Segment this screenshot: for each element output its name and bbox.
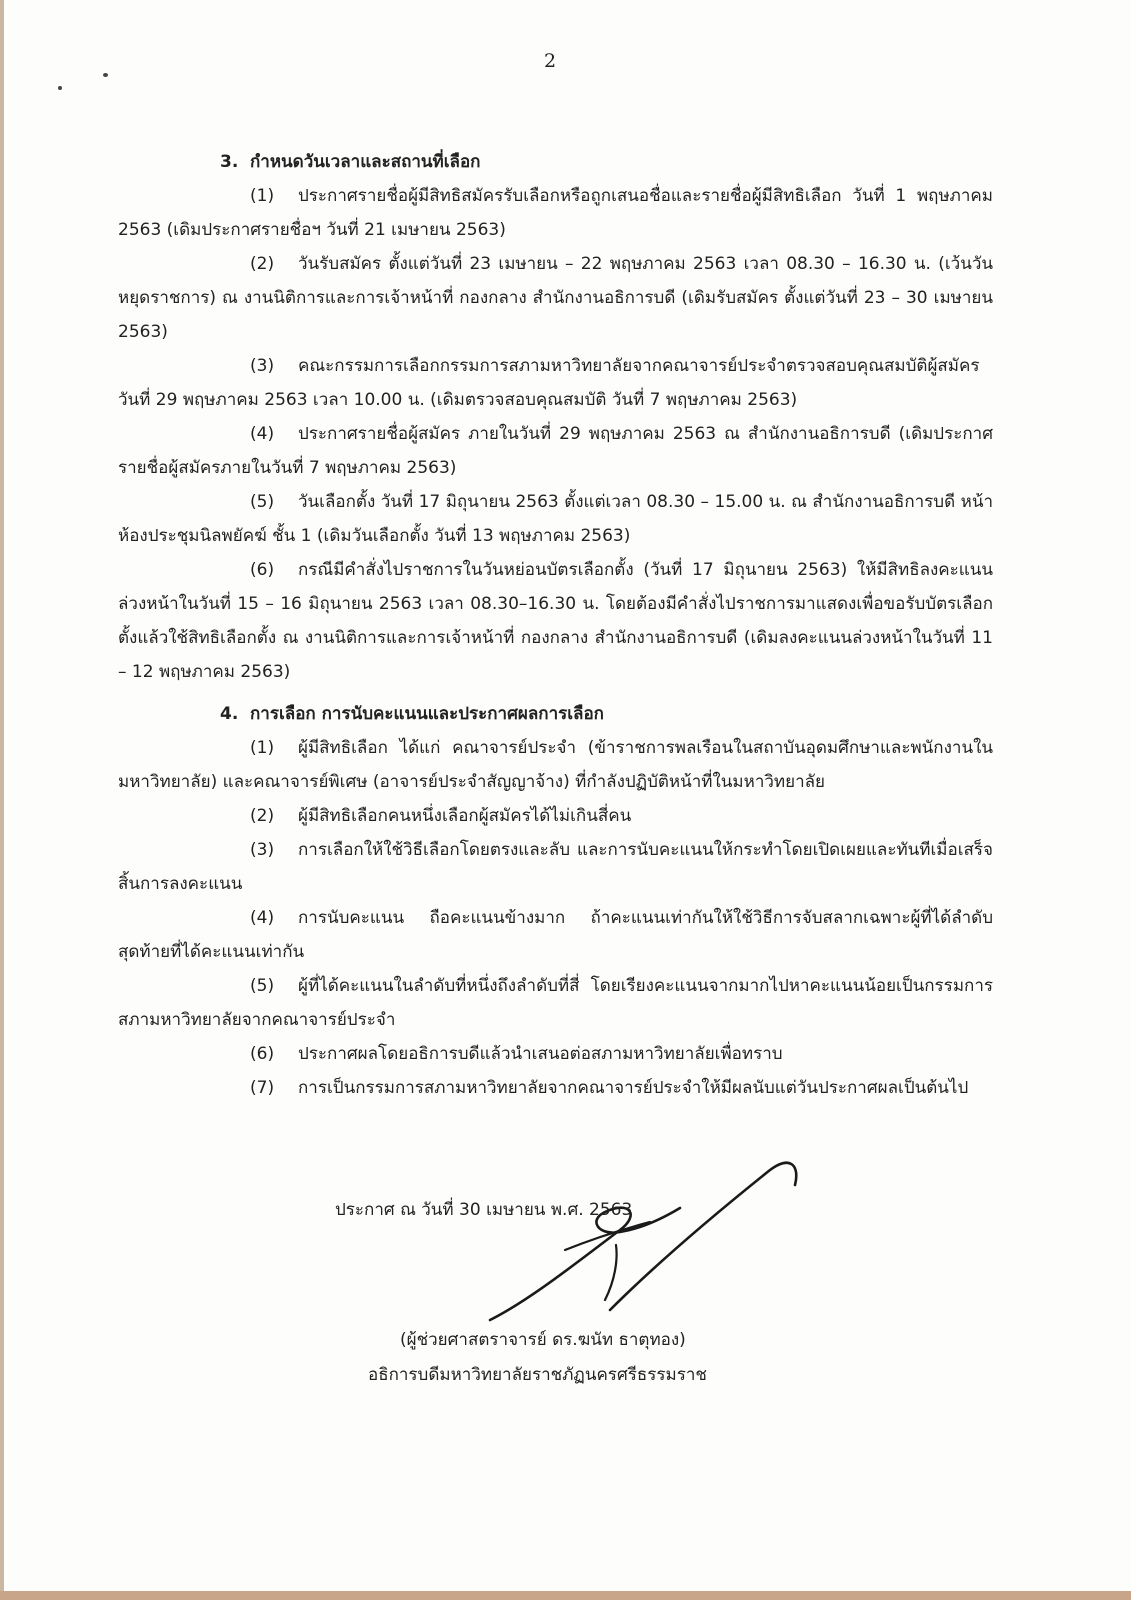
item-number: (1) bbox=[250, 186, 275, 206]
item-text: การเป็นกรรมการสภามหาวิทยาลัยจากคณาจารย์ประจำให้มีผลนับแต่วันประกาศผลเป็นต้นไป bbox=[298, 1078, 969, 1098]
list-item bbox=[118, 901, 993, 969]
signature-stroke bbox=[610, 1163, 796, 1310]
list-item bbox=[118, 553, 993, 689]
scan-speck bbox=[103, 73, 108, 77]
list-item bbox=[118, 969, 993, 1037]
item-number: (2) bbox=[250, 254, 275, 274]
signer-name: (ผู้ช่วยศาสตราจารย์ ดร.ฆนัท ธาตุทอง) bbox=[400, 1330, 686, 1350]
list-item bbox=[118, 349, 993, 417]
list-item bbox=[118, 799, 993, 833]
section-number: 4. bbox=[220, 704, 239, 724]
item-text: ประกาศรายชื่อผู้สมัคร ภายในวันที่ 29 พฤษภาคม 2563 ณ สำนักงานอธิการบดี (เดิมประกาศรายชื่อผู้สมัครภายในวันที่ 7 พฤษภาคม 2563) bbox=[118, 424, 993, 478]
page-left-edge bbox=[0, 0, 4, 1600]
signature-stroke bbox=[605, 1245, 617, 1300]
item-number: (6) bbox=[250, 1044, 275, 1064]
section-heading bbox=[220, 145, 993, 179]
section-heading bbox=[220, 697, 993, 731]
item-number: (5) bbox=[250, 976, 275, 996]
handwritten-signature bbox=[470, 1150, 830, 1340]
item-number: (6) bbox=[250, 560, 275, 580]
item-number: (3) bbox=[250, 840, 275, 860]
item-text: คณะกรรมการเลือกกรรมการสภามหาวิทยาลัยจากคณาจารย์ประจำตรวจสอบคุณสมบัติผู้สมัคร วันที่ 29 พฤษภาคม 2563 เวลา 10.00 น. (เดิมตรวจสอบคุณสมบัติ วันที่ 7 พฤษภาคม 2563) bbox=[118, 356, 980, 410]
item-number: (3) bbox=[250, 356, 275, 376]
item-text: กรณีมีคำสั่งไปราชการในวันหย่อนบัตรเลือกตั้ง (วันที่ 17 มิถุนายน 2563) ให้มีสิทธิลงคะแนนล่วงหน้าในวันที่ 15 – 16 มิถุนายน 2563 เวลา 08.30–16.30 น. โดยต้องมีคำสั่งไปราชการมาแสดงเพื่อขอรับบัตรเลือกตั้งแล้วใช้สิทธิเลือกตั้ง ณ งานนิติการและการเจ้าหน้าที่ กองกลาง สำนักงานอธิการบดี (เดิมลงคะแนนล่วงหน้าในวันที่ 11 – 12 พฤษภาคม 2563) bbox=[118, 560, 993, 682]
item-text: ประกาศผลโดยอธิการบดีแล้วนำเสนอต่อสภามหาวิทยาลัยเพื่อทราบ bbox=[298, 1044, 783, 1064]
item-number: (4) bbox=[250, 908, 275, 928]
item-number: (5) bbox=[250, 492, 275, 512]
item-text: ผู้ที่ได้คะแนนในลำดับที่หนึ่งถึงลำดับที่สี่ โดยเรียงคะแนนจากมากไปหาคะแนนน้อยเป็นกรรมการสภามหาวิทยาลัยจากคณาจารย์ประจำ bbox=[118, 976, 993, 1030]
item-text: ประกาศรายชื่อผู้มีสิทธิสมัครรับเลือกหรือถูกเสนอชื่อและรายชื่อผู้มีสิทธิเลือก วันที่ 1 พฤษภาคม 2563 (เดิมประกาศรายชื่อฯ วันที่ 21 เมษายน 2563) bbox=[118, 186, 993, 240]
list-item bbox=[118, 1071, 993, 1105]
item-number: (2) bbox=[250, 806, 275, 826]
list-item bbox=[118, 833, 993, 901]
item-text: การนับคะแนน ถือคะแนนข้างมาก ถ้าคะแนนเท่ากันให้ใช้วิธีการจับสลากเฉพาะผู้ที่ได้ลำดับสุดท้ายที่ได้คะแนนเท่ากัน bbox=[118, 908, 993, 962]
announcement-date: ประกาศ ณ วันที่ 30 เมษายน พ.ศ. 2563 bbox=[335, 1200, 633, 1220]
signer-title: อธิการบดีมหาวิทยาลัยราชภัฏนครศรีธรรมราช bbox=[368, 1365, 707, 1385]
item-number: (4) bbox=[250, 424, 275, 444]
section-title: การเลือก การนับคะแนนและประกาศผลการเลือก bbox=[250, 704, 604, 724]
item-text: วันรับสมัคร ตั้งแต่วันที่ 23 เมษายน – 22 พฤษภาคม 2563 เวลา 08.30 – 16.30 น. (เว้นวันหยุดราชการ) ณ งานนิติการและการเจ้าหน้าที่ กองกลาง สำนักงานอธิการบดี (เดิมรับสมัคร ตั้งแต่วันที่ 23 – 30 เมษายน 2563) bbox=[118, 254, 993, 342]
page-number: 2 bbox=[543, 50, 557, 72]
list-item bbox=[118, 179, 993, 247]
item-text: การเลือกให้ใช้วิธีเลือกโดยตรงและลับ และการนับคะแนนให้กระทำโดยเปิดเผยและทันทีเมื่อเสร็จสิ้นการลงคะแนน bbox=[118, 840, 993, 894]
item-number: (1) bbox=[250, 738, 275, 758]
scan-speck bbox=[58, 86, 62, 90]
list-item bbox=[118, 417, 993, 485]
section-number: 3. bbox=[220, 152, 239, 172]
document-body bbox=[118, 145, 993, 1105]
list-item bbox=[118, 485, 993, 553]
item-text: ผู้มีสิทธิเลือกคนหนึ่งเลือกผู้สมัครได้ไม่เกินสี่คน bbox=[298, 806, 632, 826]
page-bottom-edge bbox=[0, 1591, 1131, 1600]
item-number: (7) bbox=[250, 1078, 275, 1098]
list-item bbox=[118, 1037, 993, 1071]
list-item bbox=[118, 731, 993, 799]
item-text: ผู้มีสิทธิเลือก ได้แก่ คณาจารย์ประจำ (ข้าราชการพลเรือนในสถาบันอุดมศึกษาและพนักงานในมหาวิทยาลัย) และคณาจารย์พิเศษ (อาจารย์ประจำสัญญาจ้าง) ที่กำลังปฏิบัติหน้าที่ในมหาวิทยาลัย bbox=[118, 738, 993, 792]
section-title: กำหนดวันเวลาและสถานที่เลือก bbox=[250, 152, 481, 172]
list-item bbox=[118, 247, 993, 349]
item-text: วันเลือกตั้ง วันที่ 17 มิถุนายน 2563 ตั้งแต่เวลา 08.30 – 15.00 น. ณ สำนักงานอธิการบดี หน้าห้องประชุมนิลพยัคฆ์ ชั้น 1 (เดิมวันเลือกตั้ง วันที่ 13 พฤษภาคม 2563) bbox=[118, 492, 993, 546]
